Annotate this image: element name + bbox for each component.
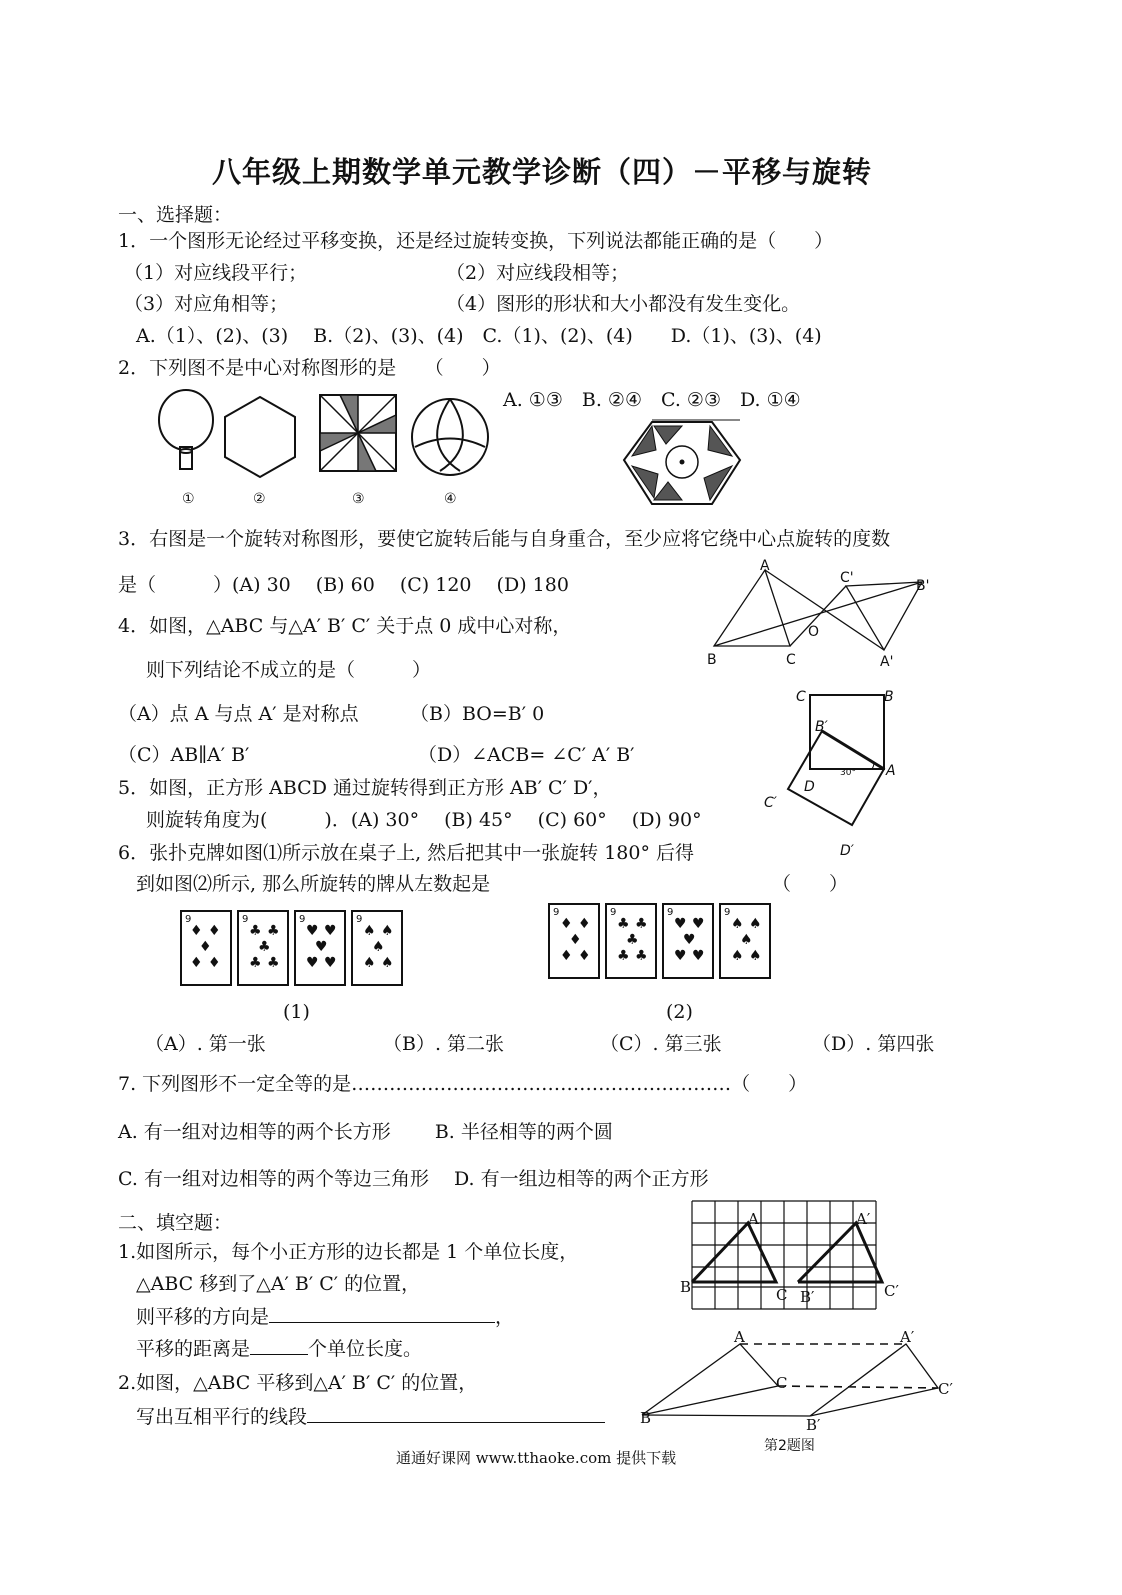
f1-line-2: △ABC 移到了△A′ B′ C′ 的位置， xyxy=(136,1273,421,1295)
page-title: 八年级上期数学单元教学诊断（四）－平移与旋转 xyxy=(212,155,873,189)
ping-pong-paddle-figure xyxy=(159,390,213,469)
footer-source: 通通好课网 www.tthaoke.com 提供下载 xyxy=(396,1449,677,1467)
q6-line-1: 6．张扑克牌如图⑴所示放在桌子上, 然后把其中一张旋转 180° 后得 xyxy=(118,842,695,864)
q2-fig-label-4: ④ xyxy=(444,491,457,507)
q5-label-B-prime: B′ xyxy=(815,719,828,735)
f2-label-C: C xyxy=(776,1374,788,1392)
q4-option-a: （A）点 A 与点 A′ 是对称点 xyxy=(118,703,359,725)
q4-label-B-prime: B' xyxy=(916,578,930,594)
q2-fig-label-2: ② xyxy=(253,491,266,507)
q6-fig1-caption: (1) xyxy=(283,1001,310,1023)
f1-direction-blank[interactable] xyxy=(269,1304,495,1323)
f1-label-C: C xyxy=(776,1286,788,1304)
q7-options-cd: C. 有一组对边相等的两个等边三角形 D. 有一组边相等的两个正方形 xyxy=(118,1168,709,1190)
q5-label-D: D xyxy=(804,779,815,795)
q5-angle-label: 30° xyxy=(840,768,856,778)
q2-fig-label-3: ③ xyxy=(352,491,365,507)
q6-fig2-caption: (2) xyxy=(666,1001,693,1023)
q4-option-b: （B）BO=B′ 0 xyxy=(410,703,545,725)
f1-line-1: 1.如图所示，每个小正方形的边长都是 1 个单位长度， xyxy=(118,1241,579,1263)
q4-option-c: （C）AB∥A′ B′ xyxy=(118,744,250,766)
card-1-2: 9 ♣ ♣ ♣ ♣ ♣ xyxy=(237,910,289,986)
card-1-3: 9 ♥ ♥ ♥ ♥ ♥ xyxy=(294,910,346,986)
f1-label-B-prime: B′ xyxy=(800,1288,815,1306)
q5-label-C-prime: C′ xyxy=(764,795,777,811)
f1-label-A-prime: A′ xyxy=(856,1210,871,1228)
q7-options-ab: A. 有一组对边相等的两个长方形 B. 半径相等的两个圆 xyxy=(118,1121,613,1143)
card-1-4: 9 ♠ ♠ ♠ ♠ ♠ xyxy=(351,910,403,986)
q4-label-C: C xyxy=(786,652,796,668)
q1-statement-4: （4）图形的形状和大小都没有发生变化。 xyxy=(446,293,801,315)
f1-label-A: A xyxy=(748,1210,759,1228)
f2-label-B: B xyxy=(640,1409,652,1427)
f1-grid-figure xyxy=(680,1196,910,1316)
q5-square-rotation-figure xyxy=(760,685,920,860)
card-2-3: 9 ♥ ♥ ♥ ♥ ♥ xyxy=(662,903,714,979)
q6-answer-paren: （ ） xyxy=(772,873,849,895)
q6-option-d: （D）. 第四张 xyxy=(812,1033,935,1055)
f2-caption: 第2题图 xyxy=(764,1438,815,1454)
f1-label-C-prime: C′ xyxy=(884,1282,899,1300)
q5-label-C: C xyxy=(796,689,806,705)
f2-label-B-prime: B′ xyxy=(806,1416,821,1434)
q3-line-1: 3．右图是一个旋转对称图形，要使它旋转后能与自身重合，至少应将它绕中心点旋转的度数 xyxy=(118,528,891,550)
f2-answer-blank[interactable] xyxy=(307,1404,605,1423)
card-2-2: 9 ♣ ♣ ♣ ♣ ♣ xyxy=(605,903,657,979)
card-1-1: 9 ♦ ♦ ♦ ♦ ♦ xyxy=(180,910,232,986)
q4-label-O: O xyxy=(808,624,820,640)
q1-statement-2: （2）对应线段相等； xyxy=(446,262,630,284)
q5-label-D-prime: D′ xyxy=(840,843,854,859)
q7-stem: 7. 下列图形不一定全等的是……………………………………………………（ ） xyxy=(118,1073,808,1095)
f1-label-B: B xyxy=(680,1278,692,1296)
card-2-1: 9 ♦ ♦ ♦ ♦ ♦ xyxy=(548,903,600,979)
q4-label-B: B xyxy=(707,652,717,668)
f2-line-1: 2.如图，△ABC 平移到△A′ B′ C′ 的位置， xyxy=(118,1372,478,1394)
card-2-4: 9 ♠ ♠ ♠ ♠ ♠ xyxy=(719,903,771,979)
q1-stem: 1．一个图形无论经过平移变换，还是经过旋转变换，下列说法都能正确的是（ ） xyxy=(118,230,834,252)
f2-label-C-prime: C′ xyxy=(938,1380,953,1398)
q1-statement-1: （1）对应线段平行； xyxy=(124,262,308,284)
hexagon-figure xyxy=(225,397,295,477)
q1-options: A.（1）、(2)、(3) B.（2)、(3)、(4) C.（1)、(2)、(4) D.（1)、(3)、(4) xyxy=(136,325,822,347)
q3-rotation-figure xyxy=(612,412,752,512)
q2-stem: 2．下列图不是中心对称图形的是 （ ） xyxy=(118,357,501,379)
f2-line-2: 写出互相平行的线段 xyxy=(136,1404,605,1429)
q5-label-B: B xyxy=(884,689,894,705)
f2-translation-figure xyxy=(630,1330,960,1470)
triquetra-figure xyxy=(412,399,488,475)
q4-central-symmetry-figure xyxy=(700,558,950,670)
q6-option-a: （A）. 第一张 xyxy=(145,1033,266,1055)
f2-label-A-prime: A′ xyxy=(900,1328,915,1346)
f1-line-4: 平移的距离是 个单位长度。 xyxy=(136,1338,423,1360)
f1-line-3: 则平移的方向是 ， xyxy=(136,1306,515,1328)
q4-label-C-prime: C' xyxy=(840,570,854,586)
q2-figures xyxy=(150,385,510,515)
q1-statement-3: （3）对应角相等； xyxy=(124,293,289,315)
q4-stem: 4．如图，△ABC 与△A′ B′ C′ 关于点 0 成中心对称， xyxy=(118,615,572,637)
f2-label-A: A xyxy=(734,1328,745,1346)
f1-distance-blank[interactable] xyxy=(250,1336,308,1355)
q5-label-A: A xyxy=(886,763,896,779)
q6-option-c: （C）. 第三张 xyxy=(600,1033,722,1055)
q5-stem: 5．如图，正方形 ABCD 通过旋转得到正方形 AB′ C′ D′， xyxy=(118,777,612,799)
q4-label-A-prime: A' xyxy=(880,654,894,670)
q6-line-2: 到如图⑵所示, 那么所旋转的牌从左数起是 xyxy=(136,873,491,895)
q5-line-2: 则旋转角度为( )．(A) 30° (B) 45° (C) 60° (D) 90° xyxy=(146,809,702,831)
q2-options: A. ①③ B. ②④ C. ②③ D. ①④ xyxy=(503,389,801,411)
section-fill-heading: 二、填空题： xyxy=(118,1212,233,1234)
q4-label-A: A xyxy=(760,558,770,574)
q4-option-d: （D）∠ACB= ∠C′ A′ B′ xyxy=(418,744,635,766)
q6-option-b: （B）. 第二张 xyxy=(383,1033,505,1055)
section-choice-heading: 一、选择题： xyxy=(118,204,233,226)
q4-line-2: 则下列结论不成立的是（ ） xyxy=(146,659,432,681)
q2-fig-label-1: ① xyxy=(182,491,195,507)
q3-line-2: 是（ ）(A) 30 (B) 60 (C) 120 (D) 180 xyxy=(118,574,569,596)
pinwheel-figure xyxy=(320,395,396,471)
